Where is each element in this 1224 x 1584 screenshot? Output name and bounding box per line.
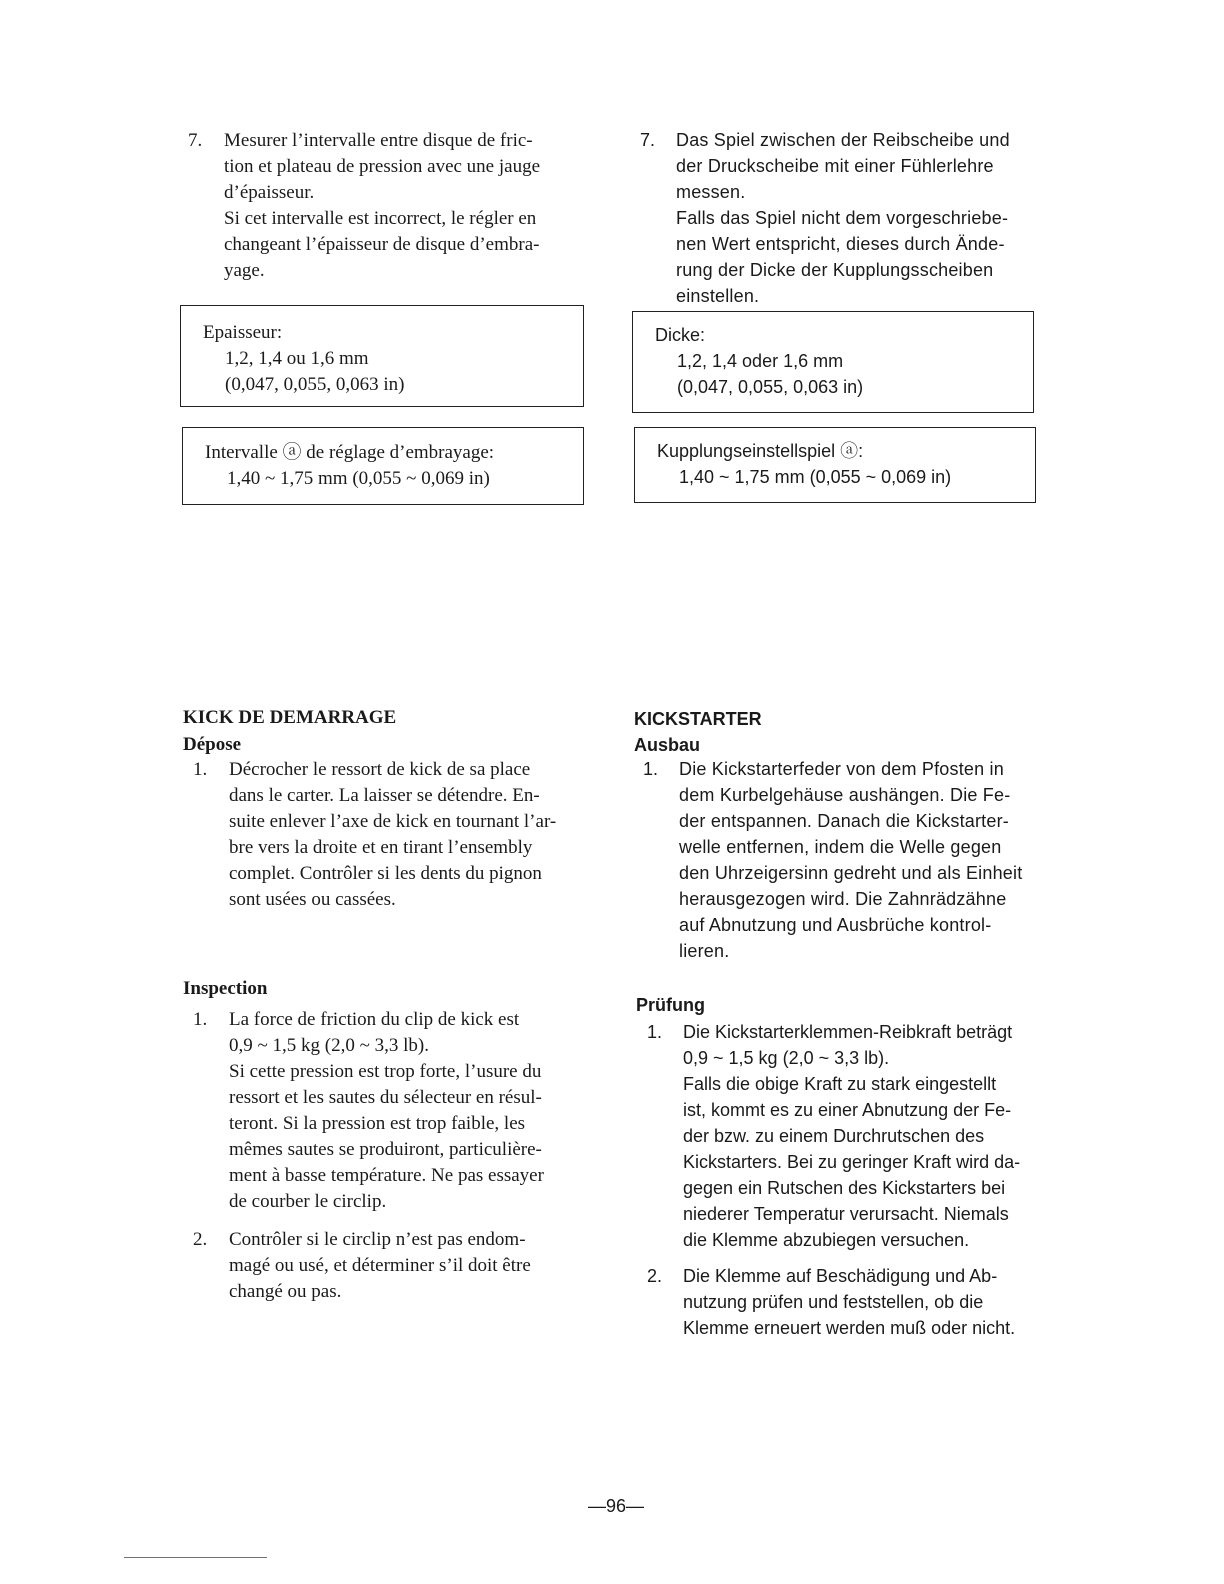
fr-step-7-line: tion et plateau de pression avec une jauge xyxy=(224,156,541,177)
de-removal-heading: Ausbau xyxy=(634,735,701,755)
de-inspection-line: Falls die obige Kraft zu stark eingestellt xyxy=(683,1074,997,1094)
fr-removal-section xyxy=(193,757,584,913)
fr-inspection-line: ressort et les sautes du sélecteur en résul- xyxy=(229,1087,542,1108)
de-inspection-line: Die Klemme auf Beschädigung und Ab- xyxy=(683,1266,998,1286)
de-removal-line: lieren. xyxy=(679,941,730,961)
fr-spec-thickness-title: Epaisseur: xyxy=(203,322,283,343)
fr-step-7-text xyxy=(224,128,584,284)
de-removal-line: dem Kurbelgehäuse aushängen. Die Fe- xyxy=(679,785,1011,805)
de-removal-line: Die Kickstarterfeder von dem Pfosten in xyxy=(679,759,1004,779)
de-step-7-number: 7. xyxy=(640,130,656,150)
fr-spec-thickness-value: 1,2, 1,4 ou 1,6 mm xyxy=(225,348,369,369)
fr-removal-step-1 xyxy=(193,757,584,913)
fr-removal-line: sont usées ou cassées. xyxy=(229,889,396,910)
de-removal-section xyxy=(643,756,1036,964)
de-step-7-line: nen Wert entspricht, dieses durch Ände- xyxy=(676,234,1005,254)
fr-inspection-line: 0,9 ~ 1,5 kg (2,0 ~ 3,3 lb). xyxy=(229,1035,429,1056)
fr-inspection-line: de courber le circlip. xyxy=(229,1191,387,1212)
de-step-7 xyxy=(640,127,1036,309)
de-inspection-line: die Klemme abzubiegen versuchen. xyxy=(683,1230,970,1250)
de-spec-clearance-value: 1,40 ~ 1,75 mm (0,055 ~ 0,069 in) xyxy=(679,467,952,487)
de-inspection-section xyxy=(647,1019,1040,1341)
de-removal-line: auf Abnutzung und Ausbrüche kontrol- xyxy=(679,915,992,935)
fr-inspection-step-2-number: 2. xyxy=(193,1229,208,1250)
fr-removal-step-1-text xyxy=(229,757,584,913)
de-step-7-line: Das Spiel zwischen der Reibscheibe und xyxy=(676,130,1010,150)
de-inspection-step-1 xyxy=(647,1019,1040,1253)
de-step-7-line: Falls das Spiel nicht dem vorgeschriebe- xyxy=(676,208,1009,228)
page-number: —96— xyxy=(588,1496,645,1516)
de-inspection-line: Klemme erneuert werden muß oder nicht. xyxy=(683,1318,1016,1338)
fr-removal-line: complet. Contrôler si les dents du pignon xyxy=(229,863,542,884)
fr-step-7-number: 7. xyxy=(188,130,203,151)
de-inspection-line: nutzung prüfen und feststellen, ob die xyxy=(683,1292,984,1312)
de-removal-line: den Uhrzeigersinn gedreht und als Einheit xyxy=(679,863,1023,883)
de-spec-clearance-box xyxy=(634,427,1036,503)
fr-spec-clearance-title: Intervalle ⓐ de réglage d’embrayage: xyxy=(205,442,495,463)
fr-inspection-step-1 xyxy=(193,1007,584,1215)
fr-inspection-heading: Inspection xyxy=(183,978,268,999)
de-inspection-step-2-text xyxy=(683,1263,1040,1341)
de-inspection-step-1-number: 1. xyxy=(647,1022,663,1042)
fr-inspection-line: ment à basse température. Ne pas essayer xyxy=(229,1165,544,1186)
de-inspection-step-2 xyxy=(647,1263,1040,1341)
fr-removal-line: dans le carter. La laisser se détendre. En- xyxy=(229,785,540,806)
de-step-7-text xyxy=(676,127,1036,309)
de-removal-line: der entspannen. Danach die Kickstarter- xyxy=(679,811,1009,831)
de-spec-clearance-title: Kupplungseinstellspiel ⓐ: xyxy=(657,441,864,461)
fr-inspection-line: mêmes sautes se produiront, particulière- xyxy=(229,1139,542,1160)
de-inspection-line: Die Kickstarterklemmen-Reibkraft beträgt xyxy=(683,1022,1013,1042)
de-step-7-line: messen. xyxy=(676,182,746,202)
fr-inspection-line: Contrôler si le circlip n’est pas endom- xyxy=(229,1229,526,1250)
de-removal-step-1 xyxy=(643,756,1036,964)
fr-inspection-step-1-text xyxy=(229,1007,584,1215)
fr-step-7-line: yage. xyxy=(224,260,265,281)
de-kick-heading: KICKSTARTER xyxy=(634,709,762,729)
fr-step-7-line: changeant l’épaisseur de disque d’embra- xyxy=(224,234,540,255)
fr-removal-heading: Dépose xyxy=(183,734,242,755)
fr-inspection-step-2-text xyxy=(229,1227,584,1305)
de-spec-thickness-value: 1,2, 1,4 oder 1,6 mm xyxy=(677,351,844,371)
de-step-7-line: der Druckscheibe mit einer Fühlerlehre xyxy=(676,156,994,176)
de-removal-step-1-text xyxy=(679,756,1036,964)
de-spec-thickness-title: Dicke: xyxy=(655,325,706,345)
de-inspection-line: 0,9 ~ 1,5 kg (2,0 ~ 3,3 lb). xyxy=(683,1048,890,1068)
fr-inspection-line: Si cette pression est trop forte, l’usure du xyxy=(229,1061,542,1082)
fr-step-7-line: Si cet intervalle est incorrect, le régler en xyxy=(224,208,537,229)
de-inspection-line: der bzw. zu einem Durchrutschen des xyxy=(683,1126,985,1146)
french-column xyxy=(188,128,584,284)
fr-spec-thickness-box xyxy=(180,305,584,407)
fr-spec-clearance-box xyxy=(182,427,584,505)
de-inspection-step-1-text xyxy=(683,1019,1040,1253)
fr-inspection-line: magé ou usé, et déterminer s’il doit être xyxy=(229,1255,531,1276)
fr-removal-step-1-number: 1. xyxy=(193,759,208,780)
de-spec-thickness-value-inch: (0,047, 0,055, 0,063 in) xyxy=(677,377,864,397)
de-step-7-line: einstellen. xyxy=(676,286,760,306)
fr-step-7-line: Mesurer l’intervalle entre disque de fric- xyxy=(224,130,533,151)
german-column xyxy=(640,127,1036,309)
fr-removal-line: suite enlever l’axe de kick en tournant l’ar- xyxy=(229,811,557,832)
fr-inspection-step-2 xyxy=(193,1227,584,1305)
footer-rule xyxy=(124,1557,267,1558)
fr-inspection-line: teront. Si la pression est trop faible, les xyxy=(229,1113,526,1134)
fr-inspection-line: La force de friction du clip de kick est xyxy=(229,1009,520,1030)
de-inspection-line: niederer Temperatur verursacht. Niemals xyxy=(683,1204,1009,1224)
de-removal-line: herausgezogen wird. Die Zahnrädzähne xyxy=(679,889,1007,909)
fr-step-7 xyxy=(188,128,584,284)
fr-inspection-section xyxy=(193,1007,584,1305)
de-inspection-heading: Prüfung xyxy=(636,995,705,1015)
de-step-7-line: rung der Dicke der Kupplungsscheiben xyxy=(676,260,994,280)
de-removal-step-1-number: 1. xyxy=(643,759,659,779)
fr-inspection-step-1-number: 1. xyxy=(193,1009,208,1030)
fr-step-7-line: d’épaisseur. xyxy=(224,182,315,203)
fr-removal-line: bre vers la droite et en tirant l’ensembly xyxy=(229,837,533,858)
de-spec-thickness-box xyxy=(632,311,1034,413)
de-inspection-line: gegen ein Rutschen des Kickstarters bei xyxy=(683,1178,1006,1198)
fr-inspection-line: changé ou pas. xyxy=(229,1281,342,1302)
fr-kick-heading: KICK DE DEMARRAGE xyxy=(183,707,397,728)
fr-removal-line: Décrocher le ressort de kick de sa place xyxy=(229,759,531,780)
fr-spec-thickness-value-inch: (0,047, 0,055, 0,063 in) xyxy=(225,374,405,395)
de-inspection-line: ist, kommt es zu einer Abnutzung der Fe- xyxy=(683,1100,1012,1120)
de-inspection-step-2-number: 2. xyxy=(647,1266,663,1286)
fr-spec-clearance-value: 1,40 ~ 1,75 mm (0,055 ~ 0,069 in) xyxy=(227,468,490,489)
de-removal-line: welle entfernen, indem die Welle gegen xyxy=(679,837,1002,857)
de-inspection-line: Kickstarters. Bei zu geringer Kraft wird da- xyxy=(683,1152,1021,1172)
